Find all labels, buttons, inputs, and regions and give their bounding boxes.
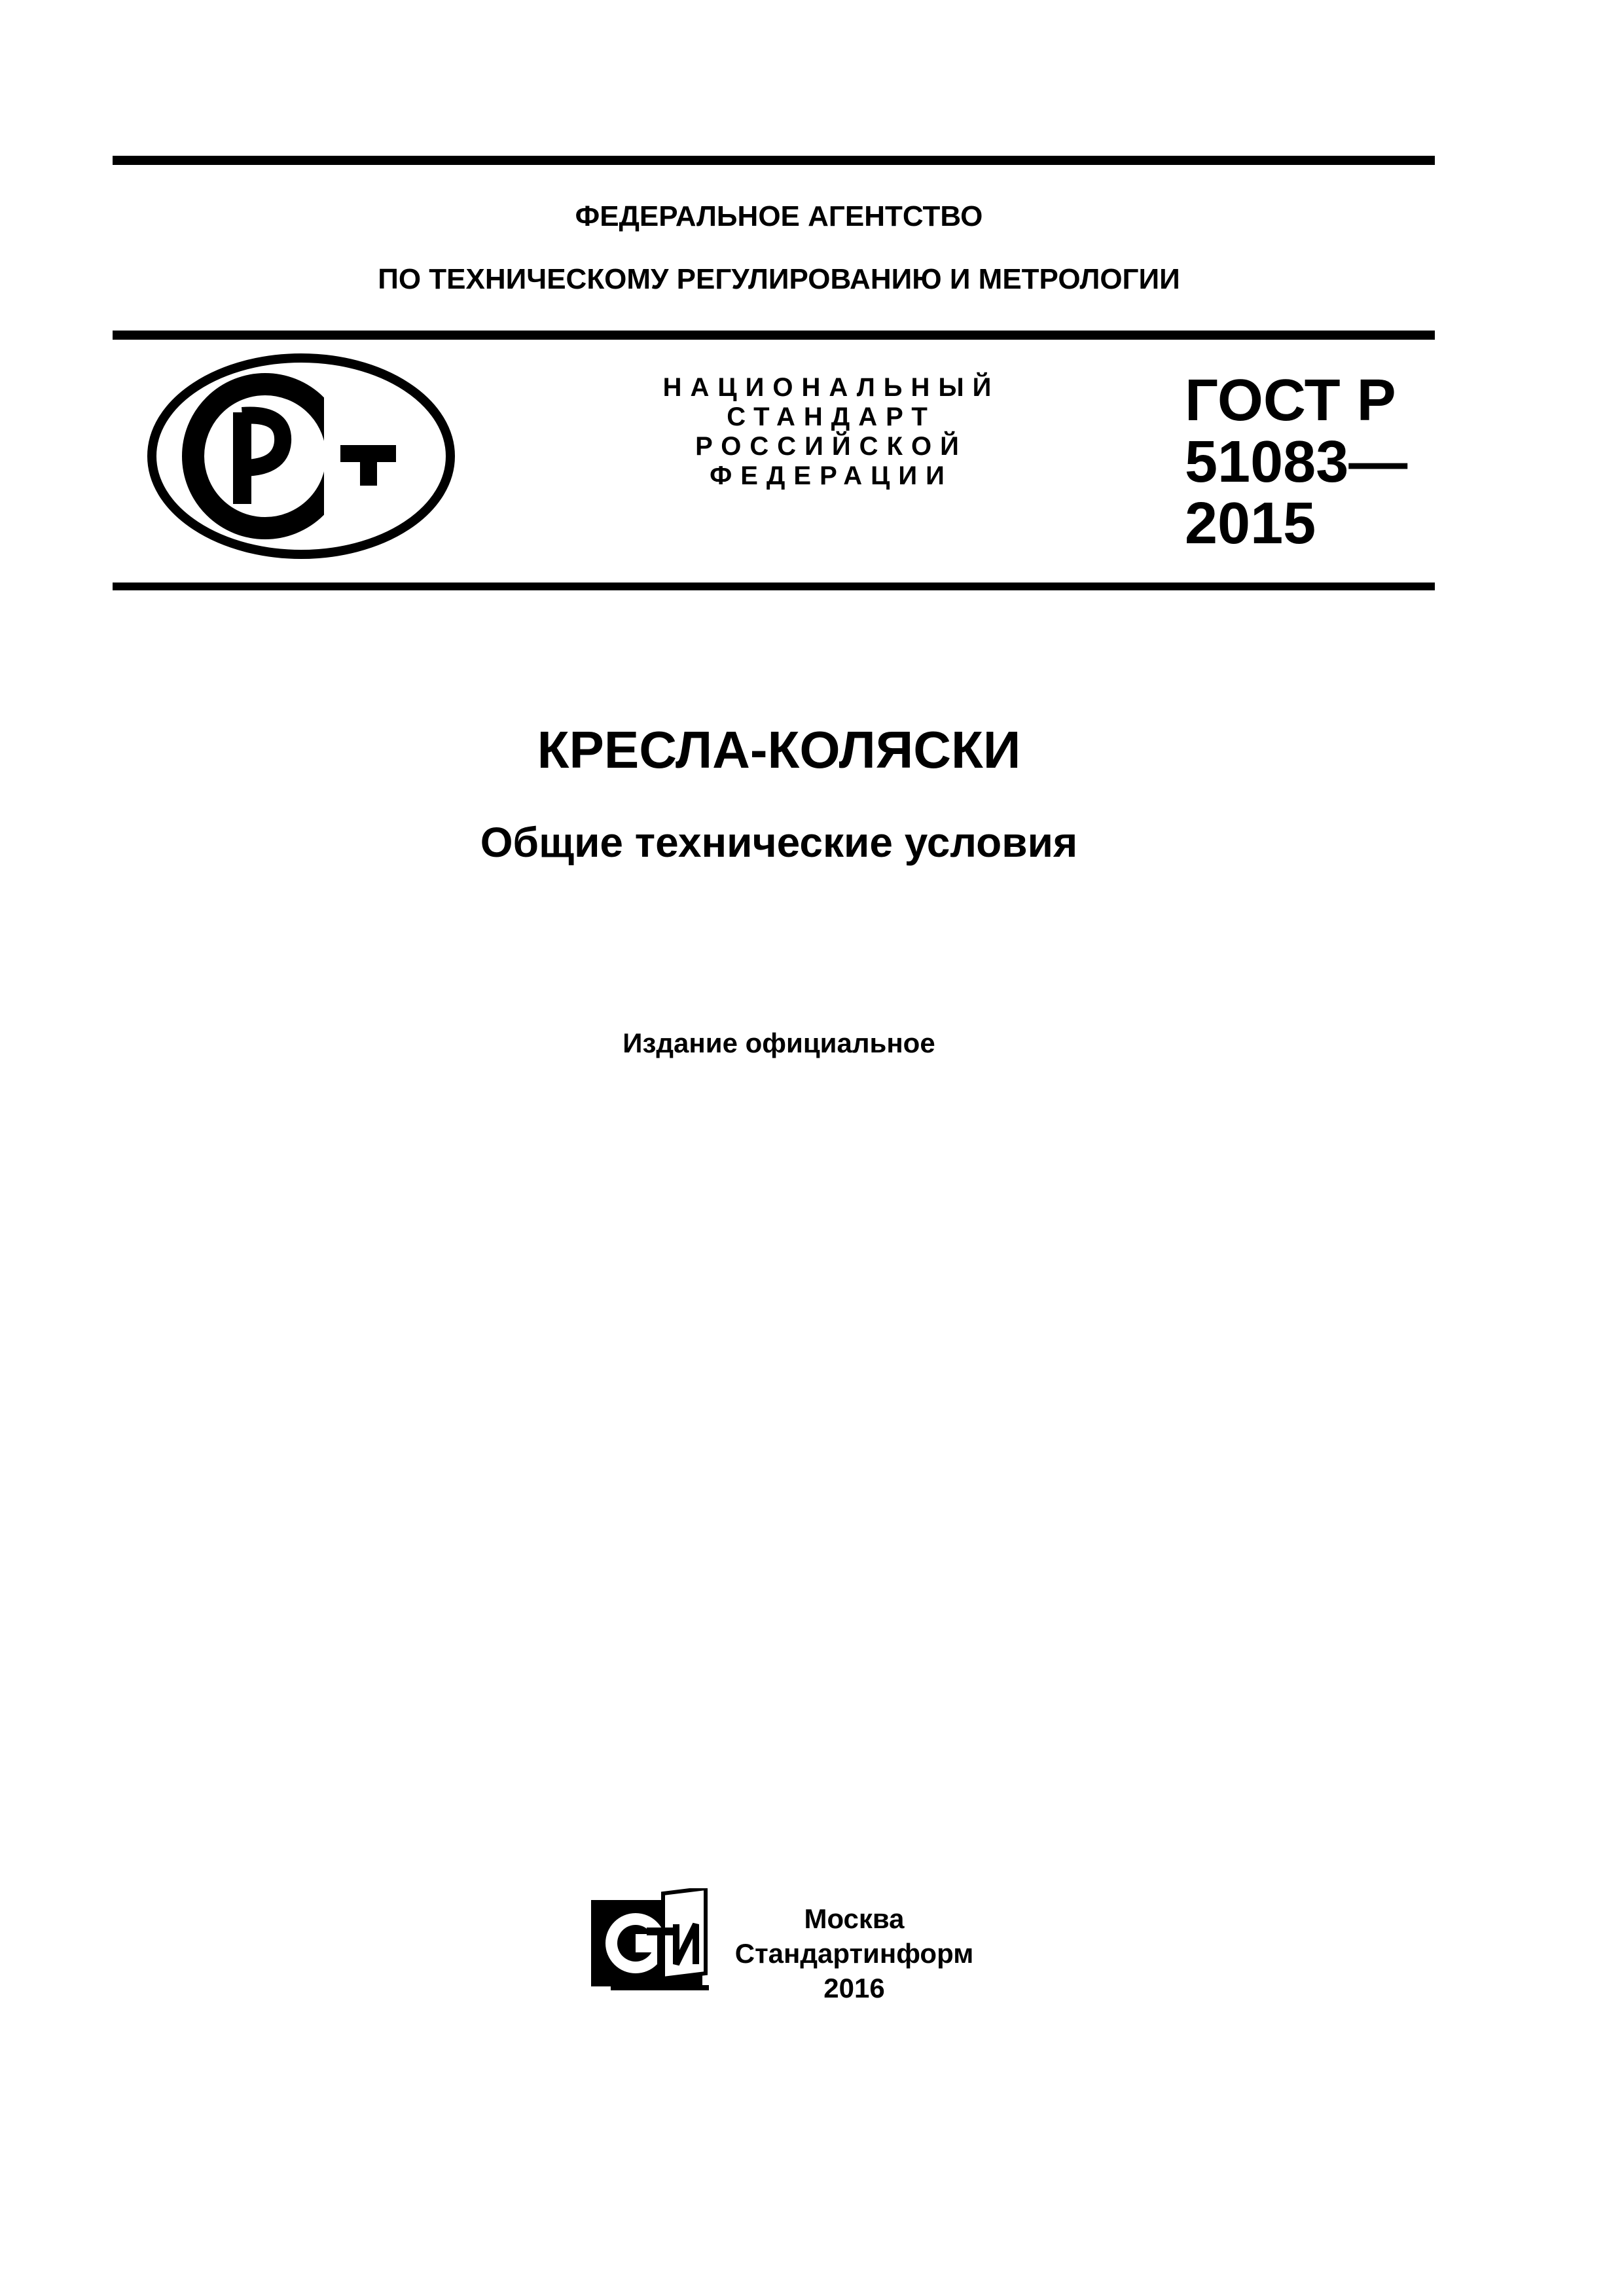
standard-type-line-1: НАЦИОНАЛЬНЫЙ bbox=[662, 373, 1000, 402]
publication-year: 2016 bbox=[823, 1973, 885, 2003]
publisher-name: Стандартинформ bbox=[734, 1938, 974, 1969]
edition-note: Издание официальное bbox=[623, 1028, 935, 1058]
agency-line-2: ПО ТЕХНИЧЕСКОМУ РЕГУЛИРОВАНИЮ И МЕТРОЛОГИИ bbox=[378, 263, 1180, 295]
header-rule bbox=[113, 331, 1435, 340]
standard-rule bbox=[113, 583, 1435, 590]
standard-type-line-3: РОССИЙСКОЙ bbox=[695, 432, 967, 461]
standartinform-logo-icon bbox=[585, 1888, 715, 2000]
designation-line-3: 2015 bbox=[1185, 491, 1316, 556]
designation-line-1: ГОСТ Р bbox=[1185, 368, 1396, 433]
publisher-city: Москва bbox=[804, 1903, 905, 1934]
rst-emblem-icon bbox=[144, 350, 458, 563]
top-rule bbox=[113, 156, 1435, 165]
document-subtitle: Общие технические условия bbox=[480, 819, 1078, 866]
document-title: КРЕСЛА-КОЛЯСКИ bbox=[537, 721, 1021, 779]
standard-type-line-2: СТАНДАРТ bbox=[727, 403, 936, 431]
standard-type-line-4: ФЕДЕРАЦИИ bbox=[710, 461, 953, 490]
standard-designation bbox=[1185, 370, 1407, 554]
rst-logo-text: РСТ bbox=[301, 456, 302, 457]
agency-line-1: ФЕДЕРАЛЬНОЕ АГЕНТСТВО bbox=[575, 200, 983, 232]
designation-line-2: 51083— bbox=[1185, 429, 1408, 495]
